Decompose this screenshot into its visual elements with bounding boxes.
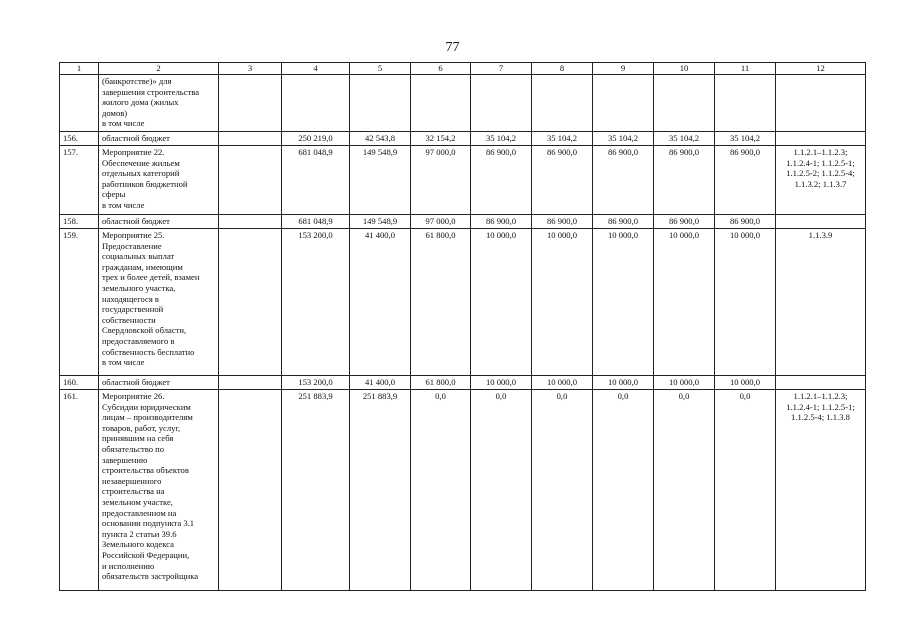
cell-col3: [219, 376, 282, 390]
cell-col5: 41 400,0: [350, 376, 411, 390]
cell-col4: 251 883,9: [282, 390, 350, 591]
cell-col8: 10 000,0: [532, 229, 593, 376]
cell-col8: [532, 75, 593, 132]
cell-col9: 10 000,0: [593, 376, 654, 390]
cell-targets: [776, 132, 866, 146]
column-header: 2: [99, 63, 219, 75]
cell-col5: 251 883,9: [350, 390, 411, 591]
row-name: [99, 146, 219, 215]
row-number: 158.: [60, 215, 99, 229]
cell-col7: 0,0: [471, 390, 532, 591]
table-row: [60, 390, 866, 591]
cell-col6: [411, 75, 471, 132]
row-name: [99, 215, 219, 229]
row-number: 156.: [60, 132, 99, 146]
cell-col8: 86 900,0: [532, 146, 593, 215]
cell-col4: 681 048,9: [282, 146, 350, 215]
cell-targets: [776, 215, 866, 229]
cell-col3: [219, 146, 282, 215]
cell-col4: 681 048,9: [282, 215, 350, 229]
cell-col11: [715, 75, 776, 132]
row-name: [99, 132, 219, 146]
row-number: [60, 75, 99, 132]
row-name-text: Мероприятие 22. Обеспечение жильем отдельных категорий работников бюджетной сферы в том числе: [102, 147, 188, 210]
cell-col10: 10 000,0: [654, 376, 715, 390]
targets-text: 1.1.3.9: [808, 230, 833, 240]
column-header: 7: [471, 63, 532, 75]
targets-text: 1.1.2.1–1.1.2.3; 1.1.2.4-1; 1.1.2.5-1; 1.1.2.5-4; 1.1.3.8: [786, 391, 855, 423]
cell-col6: 61 800,0: [411, 376, 471, 390]
cell-col11: 86 900,0: [715, 146, 776, 215]
cell-col10: 0,0: [654, 390, 715, 591]
cell-col8: 86 900,0: [532, 215, 593, 229]
cell-col11: 10 000,0: [715, 229, 776, 376]
row-name-text: областной бюджет: [102, 377, 170, 387]
column-header: 10: [654, 63, 715, 75]
cell-col7: 10 000,0: [471, 229, 532, 376]
cell-col9: [593, 75, 654, 132]
row-name: [99, 229, 219, 376]
cell-col3: [219, 75, 282, 132]
cell-targets: [776, 376, 866, 390]
cell-col6: 32 154,2: [411, 132, 471, 146]
row-name-text: областной бюджет: [102, 216, 170, 226]
cell-col6: 97 000,0: [411, 215, 471, 229]
cell-col7: 35 104,2: [471, 132, 532, 146]
table-row: [60, 215, 866, 229]
cell-col3: [219, 390, 282, 591]
row-name: [99, 75, 219, 132]
cell-col9: 10 000,0: [593, 229, 654, 376]
cell-col6: 61 800,0: [411, 229, 471, 376]
budget-table: [59, 62, 866, 591]
cell-col10: 86 900,0: [654, 215, 715, 229]
cell-targets: [776, 146, 866, 215]
cell-col7: 10 000,0: [471, 376, 532, 390]
row-name: [99, 376, 219, 390]
row-number: 159.: [60, 229, 99, 376]
column-header: 8: [532, 63, 593, 75]
cell-col7: [471, 75, 532, 132]
cell-col3: [219, 132, 282, 146]
row-name-text: Мероприятие 25. Предоставление социальных выплат гражданам, имеющим трех и более детей, взамен земельного участка, находящегося в государственной собственности Свердловской области, предоставляемого в собственность бесплатно в том числе: [102, 230, 200, 368]
cell-col7: 86 900,0: [471, 146, 532, 215]
cell-col5: 149 548,9: [350, 215, 411, 229]
cell-col4: 250 219,0: [282, 132, 350, 146]
cell-col9: 35 104,2: [593, 132, 654, 146]
cell-col11: 35 104,2: [715, 132, 776, 146]
cell-col5: 149 548,9: [350, 146, 411, 215]
cell-col10: 86 900,0: [654, 146, 715, 215]
cell-col10: [654, 75, 715, 132]
cell-targets: [776, 390, 866, 591]
cell-col8: 10 000,0: [532, 376, 593, 390]
cell-col5: [350, 75, 411, 132]
cell-col4: 153 200,0: [282, 376, 350, 390]
row-name-text: Мероприятие 26. Субсидии юридическим лицам – производителям товаров, работ, услуг, принявшим на себя обязательство по завершению строительства объектов незавершенного строительства на земельном участке, предоставленном на основании подпункта 3.1 пункта 2 статьи 39.6 Земельного кодекса Российской Федерации, и исполнению обязательств застройщика: [102, 391, 199, 582]
cell-col11: 86 900,0: [715, 215, 776, 229]
cell-col5: 42 543,8: [350, 132, 411, 146]
header-row: [60, 63, 866, 75]
cell-col9: 86 900,0: [593, 146, 654, 215]
targets-text: 1.1.2.1–1.1.2.3; 1.1.2.4-1; 1.1.2.5-1; 1.1.2.5-2; 1.1.2.5-4; 1.1.3.2; 1.1.3.7: [786, 147, 855, 189]
cell-col11: 10 000,0: [715, 376, 776, 390]
row-name-text: областной бюджет: [102, 133, 170, 143]
cell-col7: 86 900,0: [471, 215, 532, 229]
cell-col4: [282, 75, 350, 132]
row-number: 157.: [60, 146, 99, 215]
cell-col9: 0,0: [593, 390, 654, 591]
column-header: 3: [219, 63, 282, 75]
cell-col3: [219, 215, 282, 229]
cell-col8: 0,0: [532, 390, 593, 591]
column-header: 1: [60, 63, 99, 75]
cell-col9: 86 900,0: [593, 215, 654, 229]
cell-col8: 35 104,2: [532, 132, 593, 146]
cell-col3: [219, 229, 282, 376]
row-name-text: (банкротстве)» для завершения строительства жилого дома (жилых домов) в том числе: [102, 76, 200, 129]
table-row: [60, 132, 866, 146]
column-header: 9: [593, 63, 654, 75]
column-header: 6: [411, 63, 471, 75]
row-name: [99, 390, 219, 591]
column-header: 12: [776, 63, 866, 75]
row-number: 161.: [60, 390, 99, 591]
cell-targets: [776, 75, 866, 132]
table-row: [60, 229, 866, 376]
page-number: 77: [445, 40, 460, 55]
cell-col10: 35 104,2: [654, 132, 715, 146]
cell-col10: 10 000,0: [654, 229, 715, 376]
column-header: 4: [282, 63, 350, 75]
table-row: [60, 376, 866, 390]
cell-col5: 41 400,0: [350, 229, 411, 376]
cell-col6: 97 000,0: [411, 146, 471, 215]
column-header: 5: [350, 63, 411, 75]
cell-col4: 153 200,0: [282, 229, 350, 376]
row-number: 160.: [60, 376, 99, 390]
column-header: 11: [715, 63, 776, 75]
table-row: [60, 146, 866, 215]
cell-col6: 0,0: [411, 390, 471, 591]
cell-col11: 0,0: [715, 390, 776, 591]
cell-targets: [776, 229, 866, 376]
table-row: [60, 75, 866, 132]
